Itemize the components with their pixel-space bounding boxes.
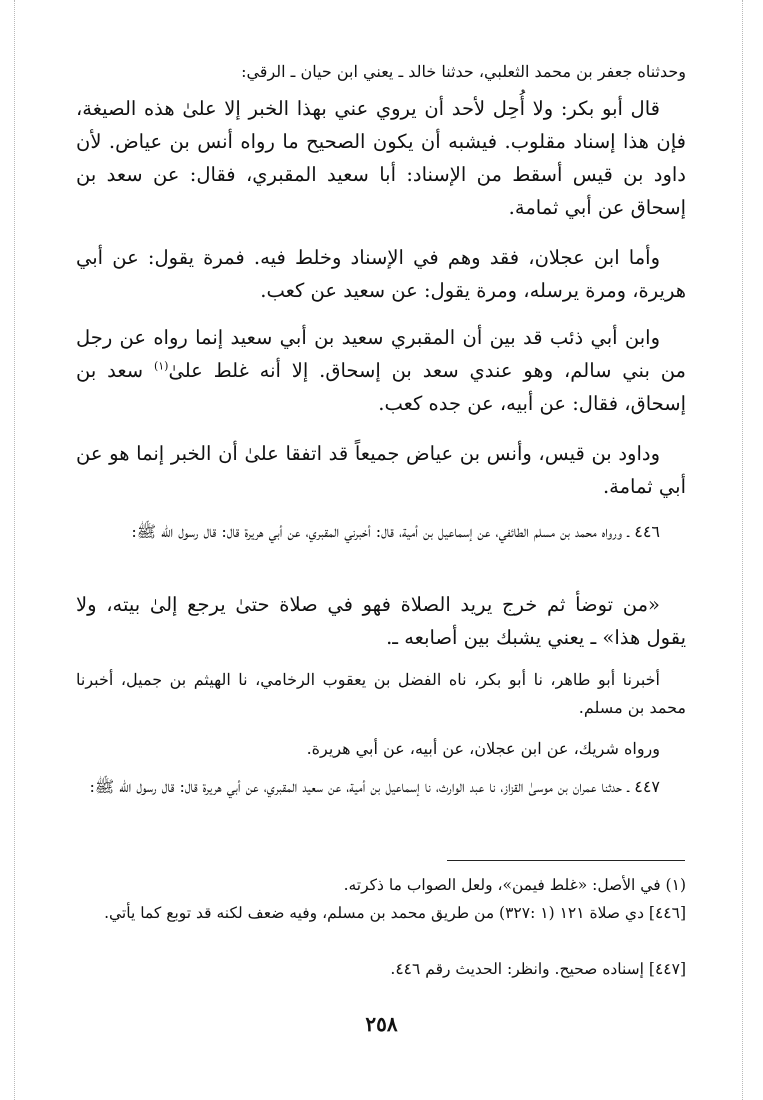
- paragraph-abu-tahir: أخبرنا أبو طاهر، نا أبو بكر، ناه الفضل بن يعقوب الرخامي، نا الهيثم بن جميل، أخبرنا محمد بن مسلم.: [76, 670, 686, 717]
- left-margin-dots: [14, 0, 15, 1100]
- paragraph-sharik: ورواه شريك، عن ابن عجلان، عن أبيه، عن أبي هريرة.: [306, 739, 660, 758]
- paragraph-ibn-ajlan: وأما ابن عجلان، فقد وهم في الإسناد وخلط فيه. فمرة يقول: عن أبي هريرة، ومرة يرسله، ومرة يقول: عن سعيد عن كعب.: [76, 246, 686, 302]
- hadith-446-matn: «من توضأ ثم خرج يريد الصلاة فهو في صلاة حتىٰ يرجع إلىٰ بيته، ولا يقول هذا» ـ يعني يشبك بين أصابعه ـ.: [76, 593, 686, 649]
- footnote-marker: (١): [153, 359, 169, 373]
- right-margin-dots: [742, 0, 743, 1100]
- footnote-divider: [447, 860, 685, 861]
- footnote-1: (١) في الأصل: «غلط فيمن»، ولعل الصواب ما ذكرته.: [343, 876, 686, 894]
- paragraph-ibn-abi-dhib-part2: سعد بن إسحاق، فقال: عن أبيه، عن جده كعب.: [76, 359, 686, 415]
- footnote-447: [٤٤٧] إسناده صحيح. وانظر: الحديث رقم ٤٤٦.: [390, 960, 686, 978]
- page-number: ٢٥٨: [365, 1012, 398, 1036]
- paragraph-abu-bakr: قال أبو بكر: ولا أُحِل لأحد أن يروي عني بهذا الخبر إلا علىٰ هذه الصيغة، فإن هذا إسناد مقلوب. فيشبه أن يكون الصحيح ما رواه أنس بن عياض. لأن داود بن قيس أسقط من الإسناد: أبا سعيد المقبري، فقال: عن سعد بن إسحاق عن أبي ثمامة.: [76, 97, 686, 219]
- paragraph-dawud: وداود بن قيس، وأنس بن عياض جميعاً قد اتفقا علىٰ أن الخبر إنما هو عن أبي ثمامة.: [76, 442, 686, 498]
- isnad-line: وحدثناه جعفر بن محمد الثعلبي، حدثنا خالد ـ يعني ابن حيان ـ الرقي:: [241, 62, 686, 81]
- footnote-446: [٤٤٦] دي صلاة ١٢١ (١ :٣٢٧) من طريق محمد بن مسلم، وفيه ضعف لكنه قد توبع كما يأتي.: [104, 904, 686, 922]
- paragraph-ibn-abi-dhib: [76, 321, 686, 420]
- hadith-446-isnad: ٤٤٦ ـ ورواه محمد بن مسلم الطائفي، عن إسماعيل بن أمية، قال: أخبرني المقبري، عن أبي هريرة قال: قال رسول الله ﷺ:: [131, 522, 660, 541]
- paragraph-ibn-abi-dhib-part1: وابن أبي ذئب قد بين أن المقبري سعيد بن أبي سعيد إنما رواه عن رجل من بني سالم، وهو عندي سعد بن إسحاق. إلا أنه غلط علىٰ: [76, 326, 686, 382]
- hadith-447-isnad: ٤٤٧ ـ حدثنا عمران بن موسىٰ القزاز، نا عبد الوارث، نا إسماعيل بن أمية، عن سعيد المقبري، عن أبي هريرة قال: قال رسول الله ﷺ:: [89, 777, 660, 796]
